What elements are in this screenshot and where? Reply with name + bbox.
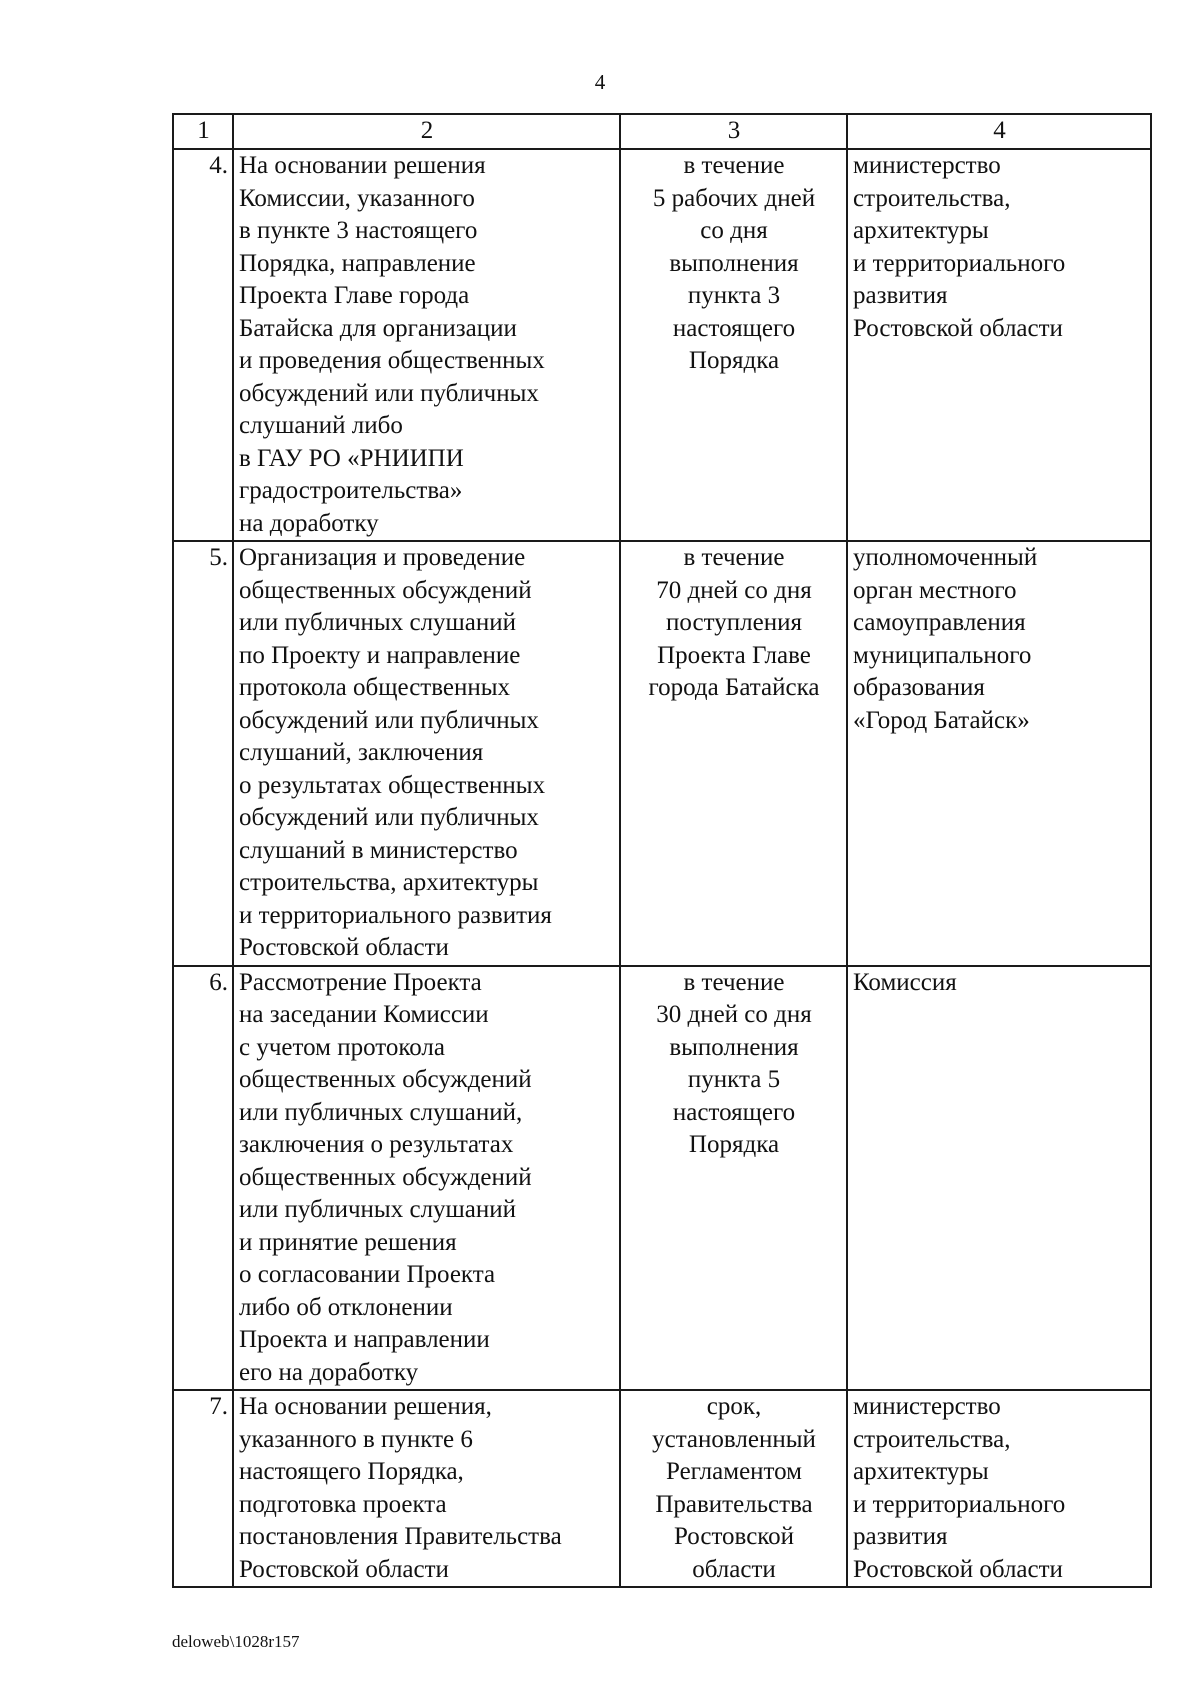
action-line: слушаний, заключения	[239, 739, 484, 766]
term-line: города Батайска	[648, 674, 820, 701]
term-cell	[620, 149, 847, 541]
action-cell	[233, 966, 620, 1391]
action-line: с учетом протокола	[239, 1033, 445, 1061]
row-number: 7.	[173, 1390, 233, 1587]
document-footer-id: deloweb\1028r157	[172, 1632, 300, 1651]
action-line: настоящего Порядка,	[239, 1458, 464, 1485]
responsible-line: развития	[853, 282, 948, 309]
action-line: в пункте 3 настоящего	[239, 217, 478, 244]
action-line: о согласовании Проекта	[239, 1261, 496, 1288]
action-line: Организация и проведение	[239, 544, 526, 571]
action-line: градостроительства»	[239, 477, 463, 504]
action-line: обсуждений или публичных	[239, 706, 539, 734]
action-line: и принятие решения	[239, 1228, 457, 1256]
responsible-line: уполномоченный	[853, 544, 1038, 571]
term-line: выполнения	[669, 249, 799, 277]
page-number: 4	[594, 70, 606, 94]
table-row	[173, 541, 1151, 966]
action-line: или публичных слушаний	[239, 609, 517, 636]
action-line: его на доработку	[239, 1358, 419, 1386]
term-line: настоящего	[672, 1098, 796, 1126]
action-line: на доработку	[239, 509, 379, 537]
responsible-line: и территориального	[853, 249, 1066, 277]
action-line: обсуждений или публичных	[239, 804, 539, 831]
term-line: в течение	[683, 968, 785, 996]
term-line: пункта 3	[687, 282, 781, 309]
action-line: общественных обсуждений	[239, 576, 532, 604]
action-cell	[233, 1390, 620, 1587]
responsible-cell	[847, 966, 1151, 1391]
action-line: и территориального развития	[239, 901, 552, 929]
action-line: либо об отклонении	[239, 1293, 453, 1321]
term-line: 30 дней со дня	[656, 1001, 812, 1028]
action-line: и проведения общественных	[239, 347, 545, 374]
table-body	[173, 149, 1151, 1587]
action-line: по Проекту и направление	[239, 641, 521, 669]
responsible-cell	[847, 541, 1151, 966]
action-line: Проекта Главе города	[239, 282, 470, 309]
action-line: строительства, архитектуры	[239, 869, 539, 896]
term-line: Регламентом	[666, 1458, 802, 1485]
action-line: Комиссии, указанного	[239, 184, 475, 212]
action-line: Батайска для организации	[239, 314, 517, 342]
term-cell	[620, 541, 847, 966]
action-line: подготовка проекта	[239, 1490, 447, 1518]
header-col-3: 3	[620, 114, 847, 149]
action-line: постановления Правительства	[239, 1523, 562, 1550]
action-cell	[233, 541, 620, 966]
term-line: со дня	[700, 217, 768, 244]
responsible-line: Ростовской области	[853, 314, 1063, 342]
action-line: слушаний в министерство	[239, 836, 518, 864]
action-line: обсуждений или публичных	[239, 379, 539, 407]
action-line: общественных обсуждений	[239, 1066, 532, 1093]
responsible-line: министерство	[853, 1393, 1001, 1420]
table-row	[173, 149, 1151, 541]
action-line: Ростовской области	[239, 934, 449, 961]
term-line: Ростовской	[673, 1523, 795, 1550]
header-col-2: 2	[233, 114, 620, 149]
term-line: срок,	[706, 1393, 762, 1420]
term-cell	[620, 1390, 847, 1587]
responsible-line: министерство	[853, 152, 1001, 179]
term-line: установленный	[652, 1425, 816, 1453]
term-line: Проекта Главе	[657, 641, 811, 669]
responsible-line: строительства,	[853, 184, 1011, 212]
responsible-line: образования	[853, 674, 985, 701]
header-col-1: 1	[173, 114, 233, 149]
responsible-line: и территориального	[853, 1490, 1066, 1518]
responsible-cell	[847, 149, 1151, 541]
table-header-row	[173, 114, 1151, 149]
responsible-line: строительства,	[853, 1425, 1011, 1453]
responsible-line: орган местного	[853, 576, 1017, 604]
term-line: области	[692, 1555, 776, 1583]
term-line: 70 дней со дня	[656, 576, 812, 604]
responsible-line: муниципального	[853, 641, 1032, 669]
action-line: На основании решения	[239, 152, 486, 179]
table-row	[173, 1390, 1151, 1587]
header-col-4: 4	[847, 114, 1151, 149]
row-number: 4.	[173, 149, 233, 541]
action-line: указанного в пункте 6	[239, 1425, 473, 1453]
responsible-line: Комиссия	[853, 968, 957, 996]
term-line: 5 рабочих дней	[652, 184, 816, 212]
term-line: в течение	[683, 544, 785, 571]
row-number: 6.	[173, 966, 233, 1391]
action-line: общественных обсуждений	[239, 1163, 532, 1191]
responsible-line: «Город Батайск»	[853, 706, 1030, 734]
action-line: Порядка, направление	[239, 249, 476, 277]
responsible-line: архитектуры	[853, 217, 989, 244]
term-cell	[620, 966, 847, 1391]
action-line: или публичных слушаний	[239, 1196, 517, 1223]
responsible-line: развития	[853, 1523, 948, 1550]
responsible-line: самоуправления	[853, 609, 1026, 636]
row-number: 5.	[173, 541, 233, 966]
responsible-line: Ростовской области	[853, 1555, 1063, 1583]
term-line: пункта 5	[687, 1066, 781, 1093]
term-line: в течение	[683, 152, 785, 179]
responsible-cell	[847, 1390, 1151, 1587]
action-line: в ГАУ РО «РНИИПИ	[239, 444, 464, 472]
term-line: Порядка	[688, 347, 780, 374]
table-row	[173, 966, 1151, 1391]
action-line: слушаний либо	[239, 412, 403, 439]
term-line: поступления	[666, 609, 802, 636]
term-line: Порядка	[688, 1131, 780, 1158]
action-cell	[233, 149, 620, 541]
action-line: Ростовской области	[239, 1555, 449, 1583]
term-line: выполнения	[669, 1033, 799, 1061]
action-line: На основании решения,	[239, 1393, 492, 1420]
action-line: о результатах общественных	[239, 771, 546, 799]
action-line: заключения о результатах	[239, 1131, 514, 1158]
term-line: настоящего	[672, 314, 796, 342]
action-line: Проекта и направлении	[239, 1326, 490, 1353]
action-line: на заседании Комиссии	[239, 1001, 489, 1028]
action-line: Рассмотрение Проекта	[239, 968, 482, 996]
responsible-line: архитектуры	[853, 1458, 989, 1485]
procedure-table	[172, 113, 1152, 1588]
action-line: протокола общественных	[239, 674, 511, 701]
term-line: Правительства	[655, 1490, 813, 1518]
action-line: или публичных слушаний,	[239, 1098, 523, 1126]
